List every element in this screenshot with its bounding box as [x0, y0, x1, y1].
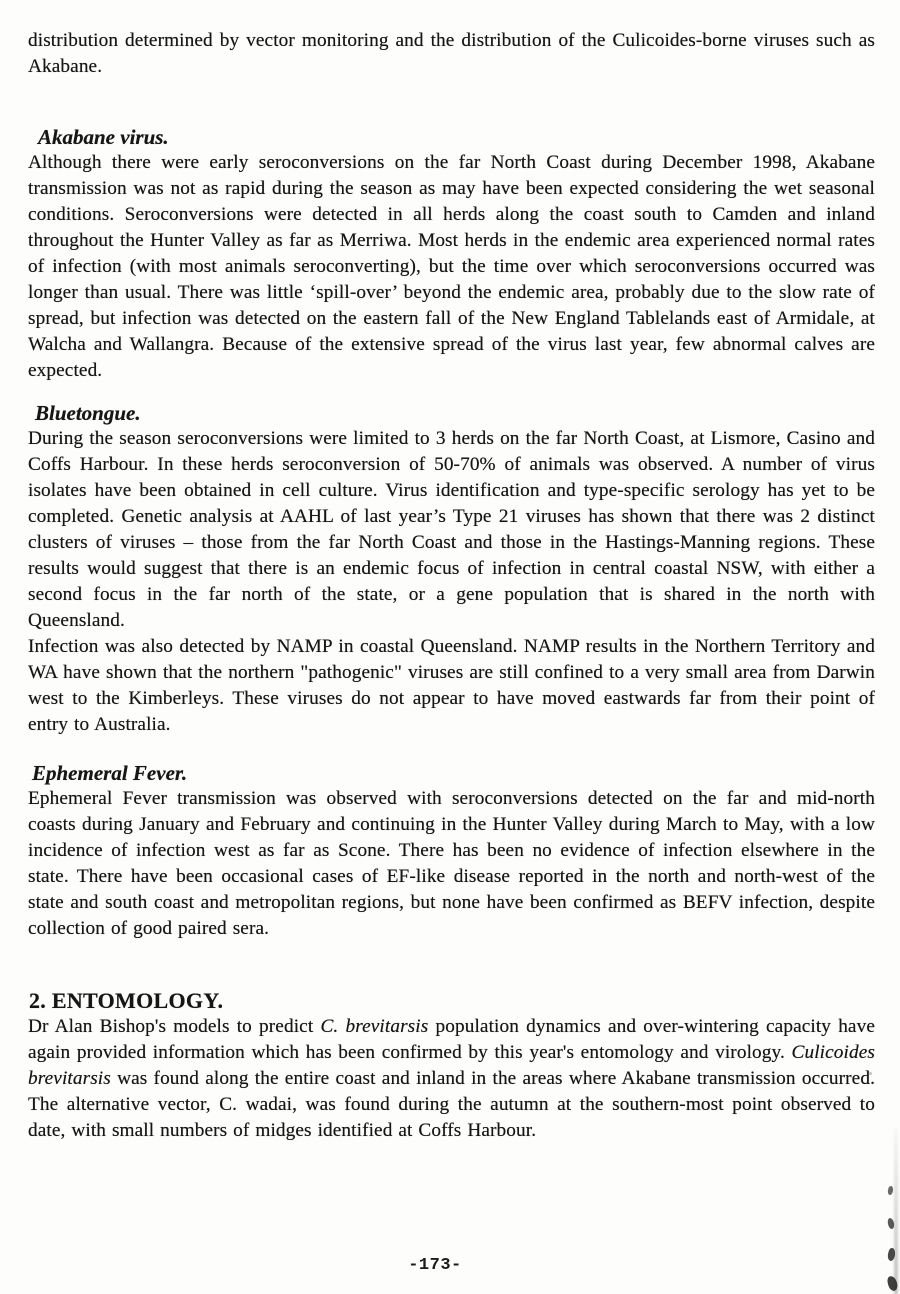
species-name-italic: C. brevitarsis [320, 1016, 429, 1037]
species-name-italic: Culicoides brevitarsis [28, 1042, 875, 1089]
section-akabane [28, 124, 875, 384]
bluetongue-paragraph-2: Infection was also detected by NAMP in coastal Queensland. NAMP results in the Northern Territory and WA have shown that the northern "pathogenic" viruses are still confined to a very small area from Darwin west to the Kimberleys. These viruses do not appear to have moved eastwards far from their point of entry to Australia. [28, 636, 875, 735]
intro-paragraph: distribution determined by vector monitoring and the distribution of the Culicoides-borne viruses such as Akabane. [28, 30, 875, 77]
entomology-heading: 2. ENTOMOLOGY. [29, 988, 224, 1013]
akabane-paragraph: Although there were early seroconversions on the far North Coast during December 1998, Akabane transmission was not as rapid during the season as may have been expected considering the wet seasonal conditions. Seroconversions were detected in all herds along the coast south to Camden and inland throughout the Hunter Valley as far as Merriwa. Most herds in the endemic area experienced normal rates of infection (with most animals seroconverting), but the time over which seroconversions occurred was longer than usual. There was little ‘spill-over’ beyond the endemic area, probably due to the slow rate of spread, but infection was detected on the eastern fall of the New England Tablelands east of Armidale, at Walcha and Wallangra. Because of the extensive spread of the virus last year, few abnormal calves are expected. [28, 152, 875, 381]
text-segment: was found along the entire coast and inland in the areas where Akabane transmission occurred. The alternative vector, C. wadai, was found during the autumn at the southern-most point observed to date, with small numbers of midges identified at Coffs Harbour. [28, 1068, 875, 1141]
scan-speck [869, 1072, 872, 1075]
section-ephemeral-fever [28, 760, 875, 942]
text-segment: population dynamics and over-wintering capacity have again provided information which has been confirmed by this year's entomology and virology. [28, 1016, 875, 1063]
akabane-heading: Akabane virus. [38, 125, 169, 149]
ephemeral-fever-heading: Ephemeral Fever. [32, 761, 188, 785]
ephemeral-fever-paragraph: Ephemeral Fever transmission was observed with seroconversions detected on the far and mid-north coasts during January and February and continuing in the Hunter Valley during March to May, with a low incidence of infection west as far as Scone. There has been no evidence of infection elsewhere in the state. There have been occasional cases of EF-like disease reported in the north and north-west of the state and south coast and metropolitan regions, but none have been confirmed as BEFV infection, despite collection of good paired sera. [28, 788, 875, 939]
scan-blot [887, 1186, 894, 1196]
section-entomology [28, 988, 875, 1144]
entomology-paragraph [28, 1014, 875, 1144]
page-footer [0, 1256, 870, 1275]
section-bluetongue [28, 400, 875, 738]
scan-smudge [420, 241, 436, 246]
text-segment: Dr Alan Bishop's models to predict [28, 1016, 321, 1037]
page-number: -173- [408, 1256, 462, 1275]
bluetongue-paragraph-1: During the season seroconversions were limited to 3 herds on the far North Coast, at Lismore, Casino and Coffs Harbour. In these herds seroconversion of 50-70% of animals was observed. A number of virus isolates have been obtained in cell culture. Virus identification and type-specific serology has yet to be completed. Genetic analysis at AAHL of last year’s Type 21 viruses has shown that there was 2 distinct clusters of viruses – those from the far North Coast and those in the Hastings-Manning regions. These results would suggest that there is an endemic focus of infection in central coastal NSW, with either a second focus in the far north of the state, or a gene population that is shared in the north with Queensland. [28, 428, 875, 631]
bluetongue-heading: Bluetongue. [35, 401, 141, 425]
scan-streak [894, 1128, 898, 1294]
